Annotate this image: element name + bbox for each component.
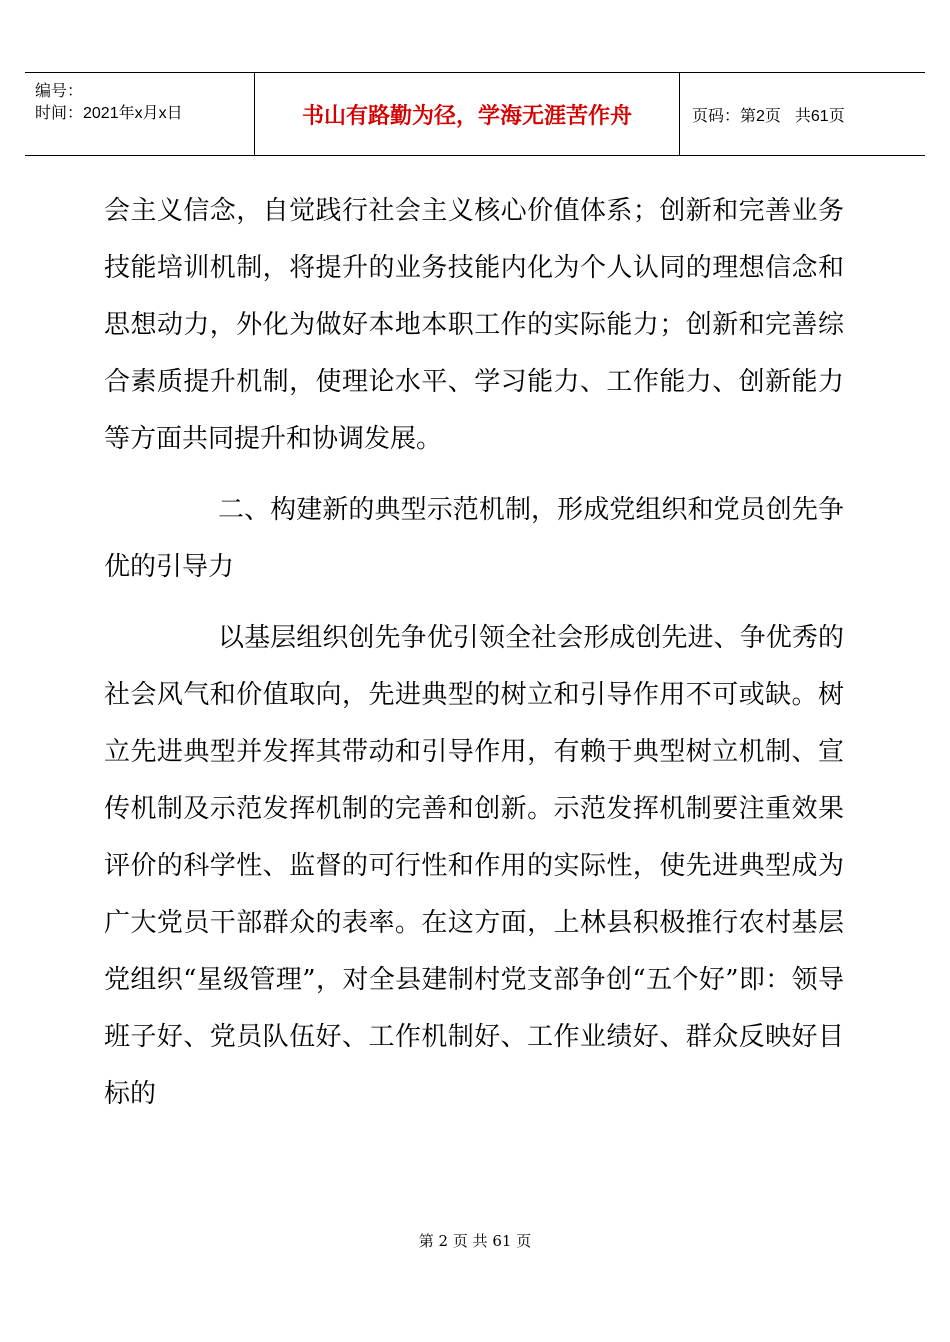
header-page-number: 页码：第2页 (692, 107, 781, 125)
section-heading: 二、构建新的典型示范机制，形成党组织和党员创先争优的引导力 (104, 495, 844, 582)
body-paragraph: 以基层组织创先争优引领全社会形成创先进、争优秀的社会风气和价值取向，先进典型的树立和引导作用不可或缺。树立先进典型并发挥其带动和引导作用，有赖于典型树立机制、宣传机制及示范发挥机制的完善和创新。示范发挥机制要注重效果评价的科学性、监督的可行性和作用的实际性，使先进典型成为广大党员干部群众的表率。在这方面，上林县积极推行农村基层党组织“星级管理”，对全县建制村党支部争创“五个好”即：领导班子好、党员队伍好、工作机制好、工作业绩好、群众反映好目标的 (104, 623, 844, 1109)
header-total-pages: 共61页 (794, 107, 845, 125)
header-motto: 书山有路勤为径，学海无涯苦作舟 (301, 103, 632, 129)
body-paragraph: 会主义信念，自觉践行社会主义核心价值体系；创新和完善业务技能培训机制，将提升的业务技能内化为个人认同的理想信念和思想动力，外化为做好本地本职工作的实际能力；创新和完善综合素质提升机制，使理论水平、学习能力、工作能力、创新能力等方面共同提升和协调发展。 (104, 196, 844, 454)
header-page-info (680, 73, 925, 155)
header-meta (25, 73, 255, 155)
serial-number-label: 编号： (35, 83, 84, 100)
page-footer: 第 2 页 共 61 页 (418, 1232, 532, 1250)
page-header (25, 72, 925, 156)
time-label: 时间：2021年x月x日 (35, 105, 183, 122)
document-body (104, 183, 844, 1123)
header-motto-cell (255, 73, 680, 155)
